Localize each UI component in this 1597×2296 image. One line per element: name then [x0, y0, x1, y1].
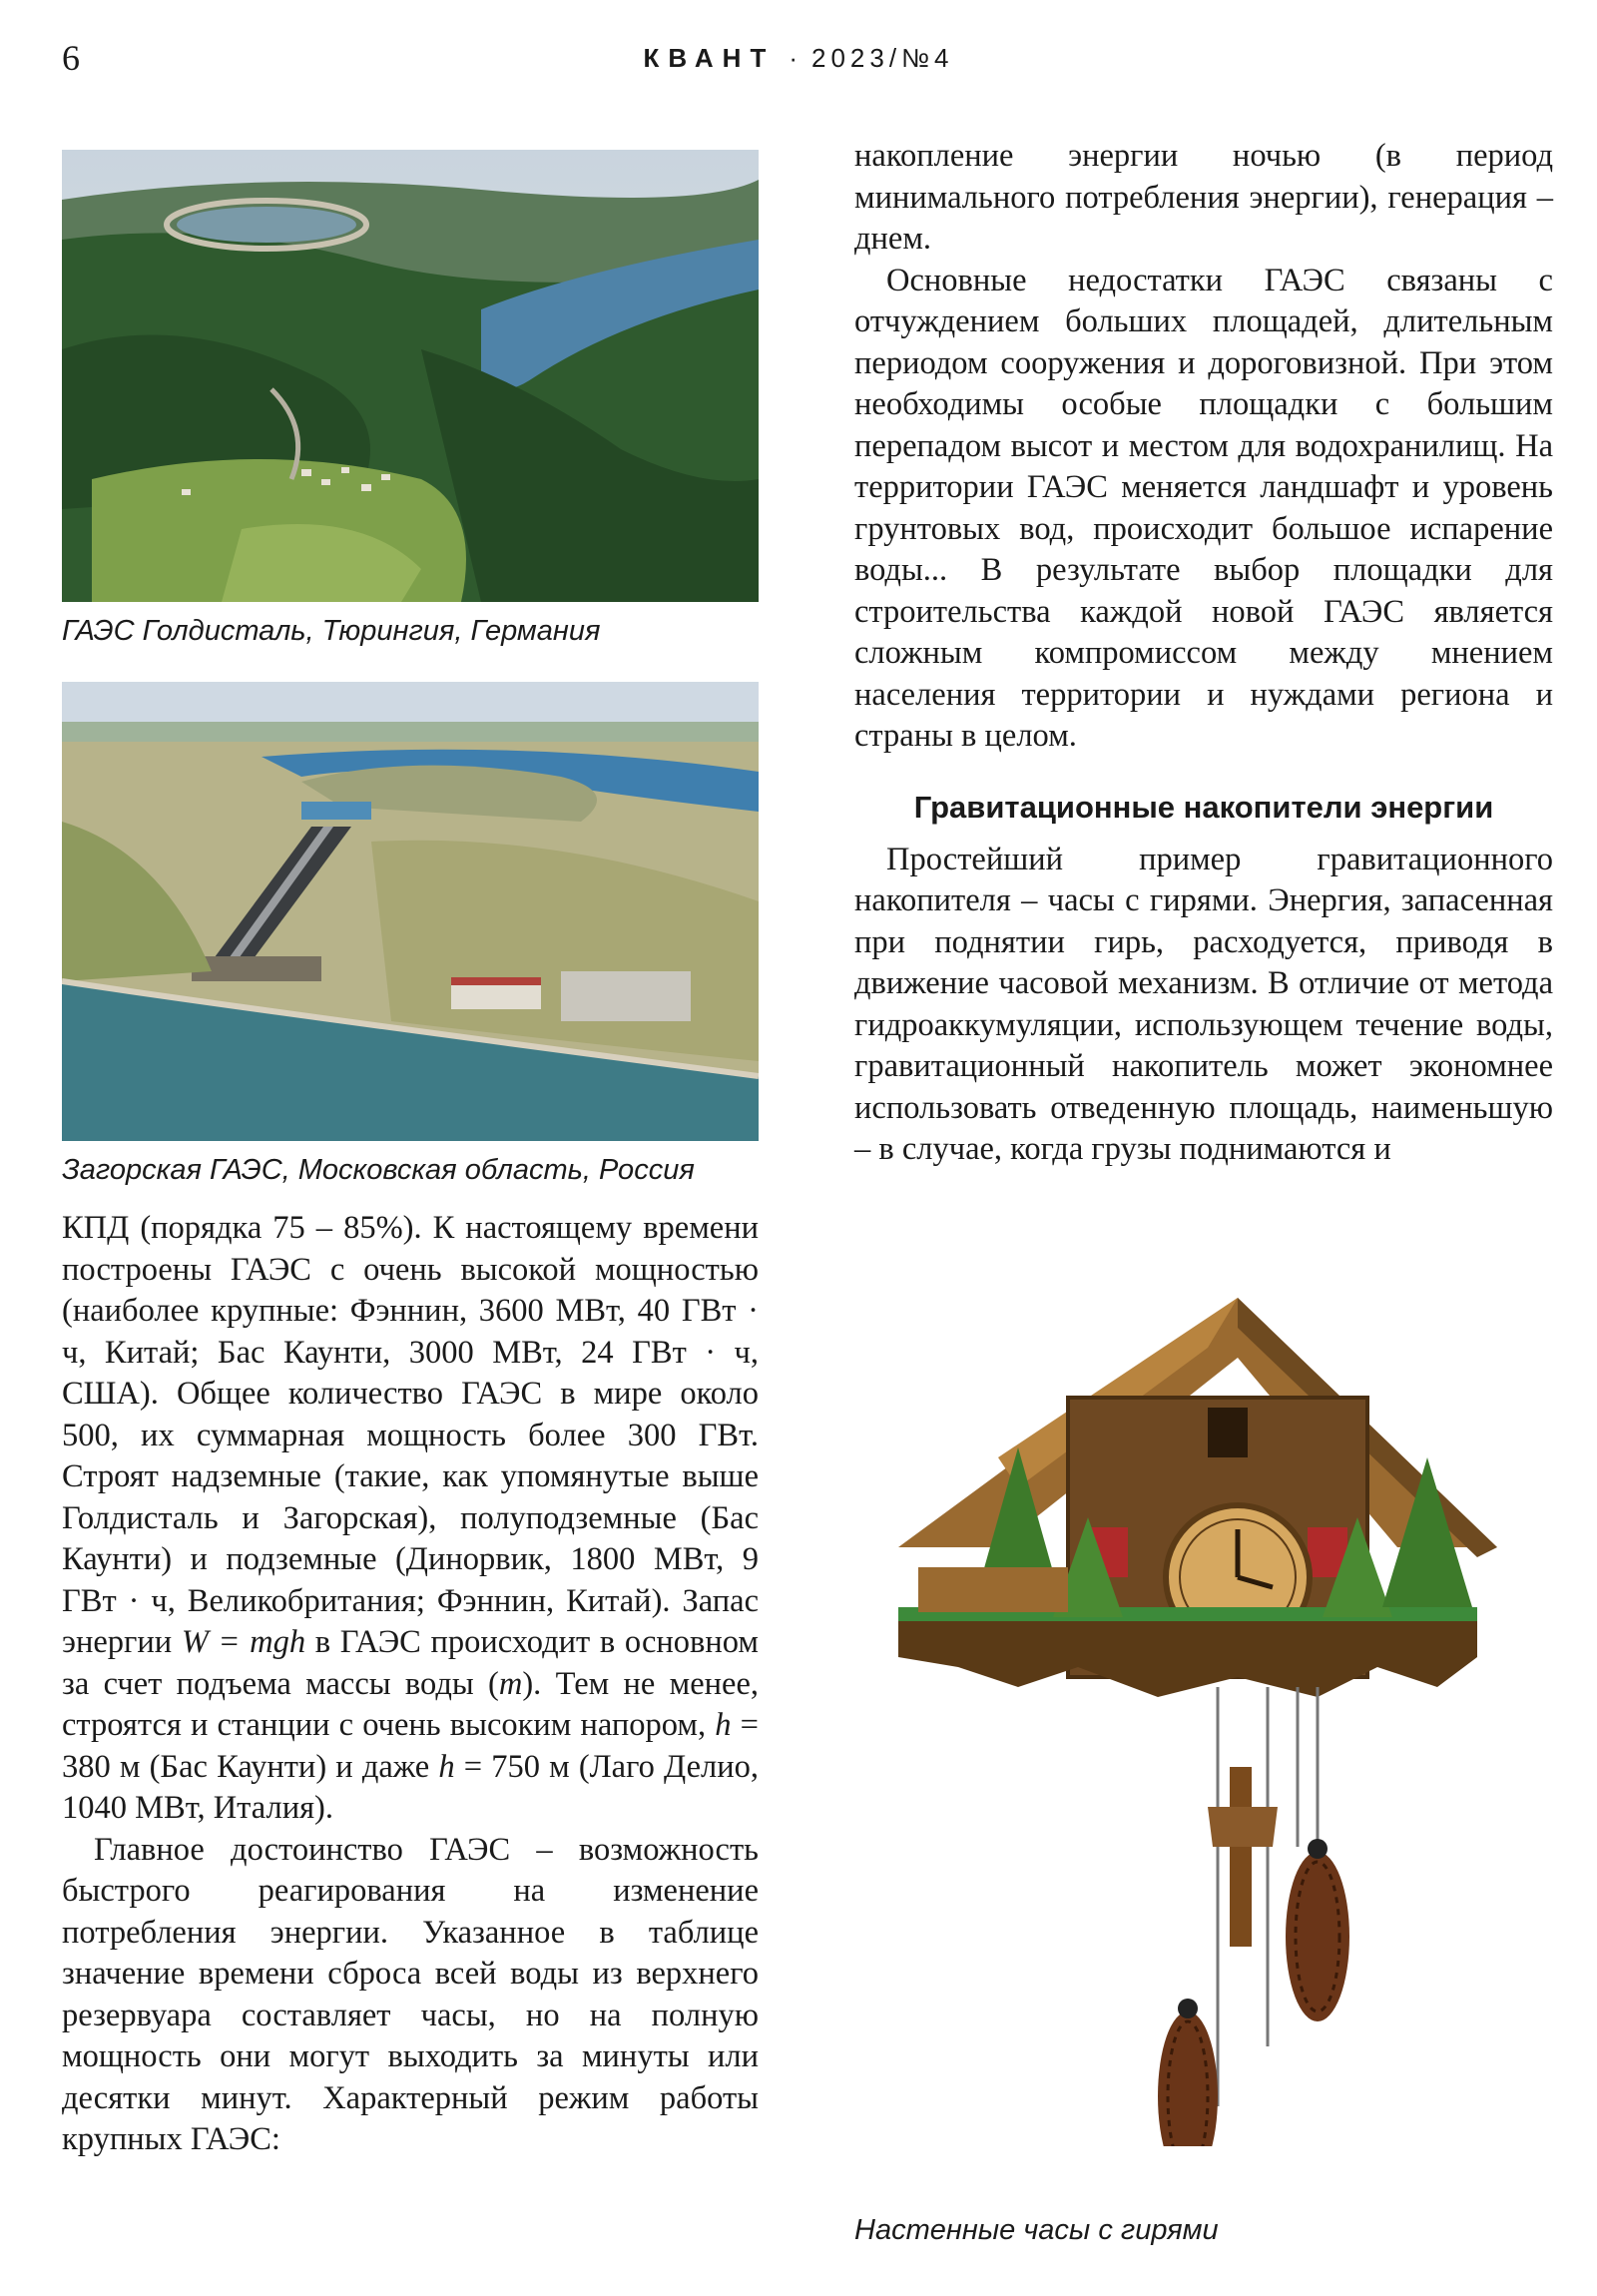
header-separator: · [789, 43, 798, 73]
left-paragraph-1 [62, 1208, 759, 1830]
left-column [62, 1208, 759, 2161]
journal-name: КВАНТ [643, 43, 776, 73]
clock-caption: Настенные часы с гирями [854, 2214, 1219, 2246]
text-run: = 750 м (Лаго Делио, 1040 МВт, Италия). [62, 1748, 759, 1826]
height-symbol: h [715, 1707, 732, 1743]
goldisthal-photo [62, 150, 759, 602]
section-heading: Гравитационные накопители энергии [913, 789, 1494, 825]
zagorsk-photo [62, 682, 759, 1141]
right-paragraph-2: Основные недостатки ГАЭС связаны с отчуждением больших площадей, длительным периодом сооружения и дороговизной. При этом необходимы особые площадки с большим перепадом высот и местом для водохранилищ. На территории ГАЭС меняется ландшафт и уровень грунтовых вод, происходит большое испарение воды... В результате выбор площадки для строительства каждой новой ГАЭС является сложным компромиссом между мнением населения территории и нуждами региона и страны в целом. [854, 262, 1553, 754]
mass-symbol: m [498, 1665, 523, 1702]
journal-title [0, 42, 1597, 74]
right-paragraph-1: накопление энергии ночью (в период минимального потребления энергии), генерация – днем. [854, 138, 1553, 257]
height-symbol: h [438, 1748, 455, 1785]
page-header [0, 38, 1597, 78]
page-number: 6 [62, 38, 80, 78]
cuckoo-clock-illustration [878, 1288, 1497, 2146]
left-paragraph-2: Главное достоинство ГАЭС – возможность быстрого реагирования на изменение потребления энергии. Указанное в таблице значение времени сброса всей воды из верхнего резервуара составляет часы, но на полную мощность они могут выходить за минуты или десятки минут. Характерный режим работы крупных ГАЭС: [62, 1831, 759, 2157]
right-paragraph-3: Простейший пример гравитационного накопителя – часы с гирями. Энергия, запасенная при поднятии гирь, расходуется, приводя в движение часовой механизм. В отличие от метода гидроаккумуляции, использующем течение воды, гравитационный накопитель может экономнее использовать отведенную площадь, наименьшую – в случае, когда грузы поднимаются и [854, 841, 1553, 1167]
right-column [854, 136, 1553, 1171]
text-run: в ГАЭС происходит в основном за счет подъема массы воды ( [62, 1624, 759, 1702]
journal-issue: 2023/№4 [811, 43, 954, 73]
text-run: = 380 м (Бас Каунти) и даже [62, 1707, 759, 1785]
goldisthal-caption: ГАЭС Голдисталь, Тюрингия, Германия [62, 615, 601, 647]
energy-formula: W = mgh [181, 1624, 306, 1660]
text-run: КПД (порядка 75 – 85%). К настоящему времени построены ГАЭС с очень высокой мощностью (наиболее крупные: Фэннин, 3600 МВт, 40 ГВт · ч, Китай; Бас Каунти, 3000 МВт, 24 ГВт · ч, США). Общее количество ГАЭС в мире около 500, их суммарная мощность более 300 ГВт. Строят надземные (такие, как упомянутые выше Голдисталь и Загорская), полуподземные (Бас Каунти) и подземные (Динорвик, 1800 МВт, 9 ГВт · ч, Великобритания; Фэннин, Китай). Запас энергии [62, 1210, 759, 1660]
text-run: ). Тем не менее, строятся и станции с очень высоким напором, [62, 1665, 760, 1743]
zagorsk-caption: Загорская ГАЭС, Московская область, Россия [62, 1154, 695, 1186]
